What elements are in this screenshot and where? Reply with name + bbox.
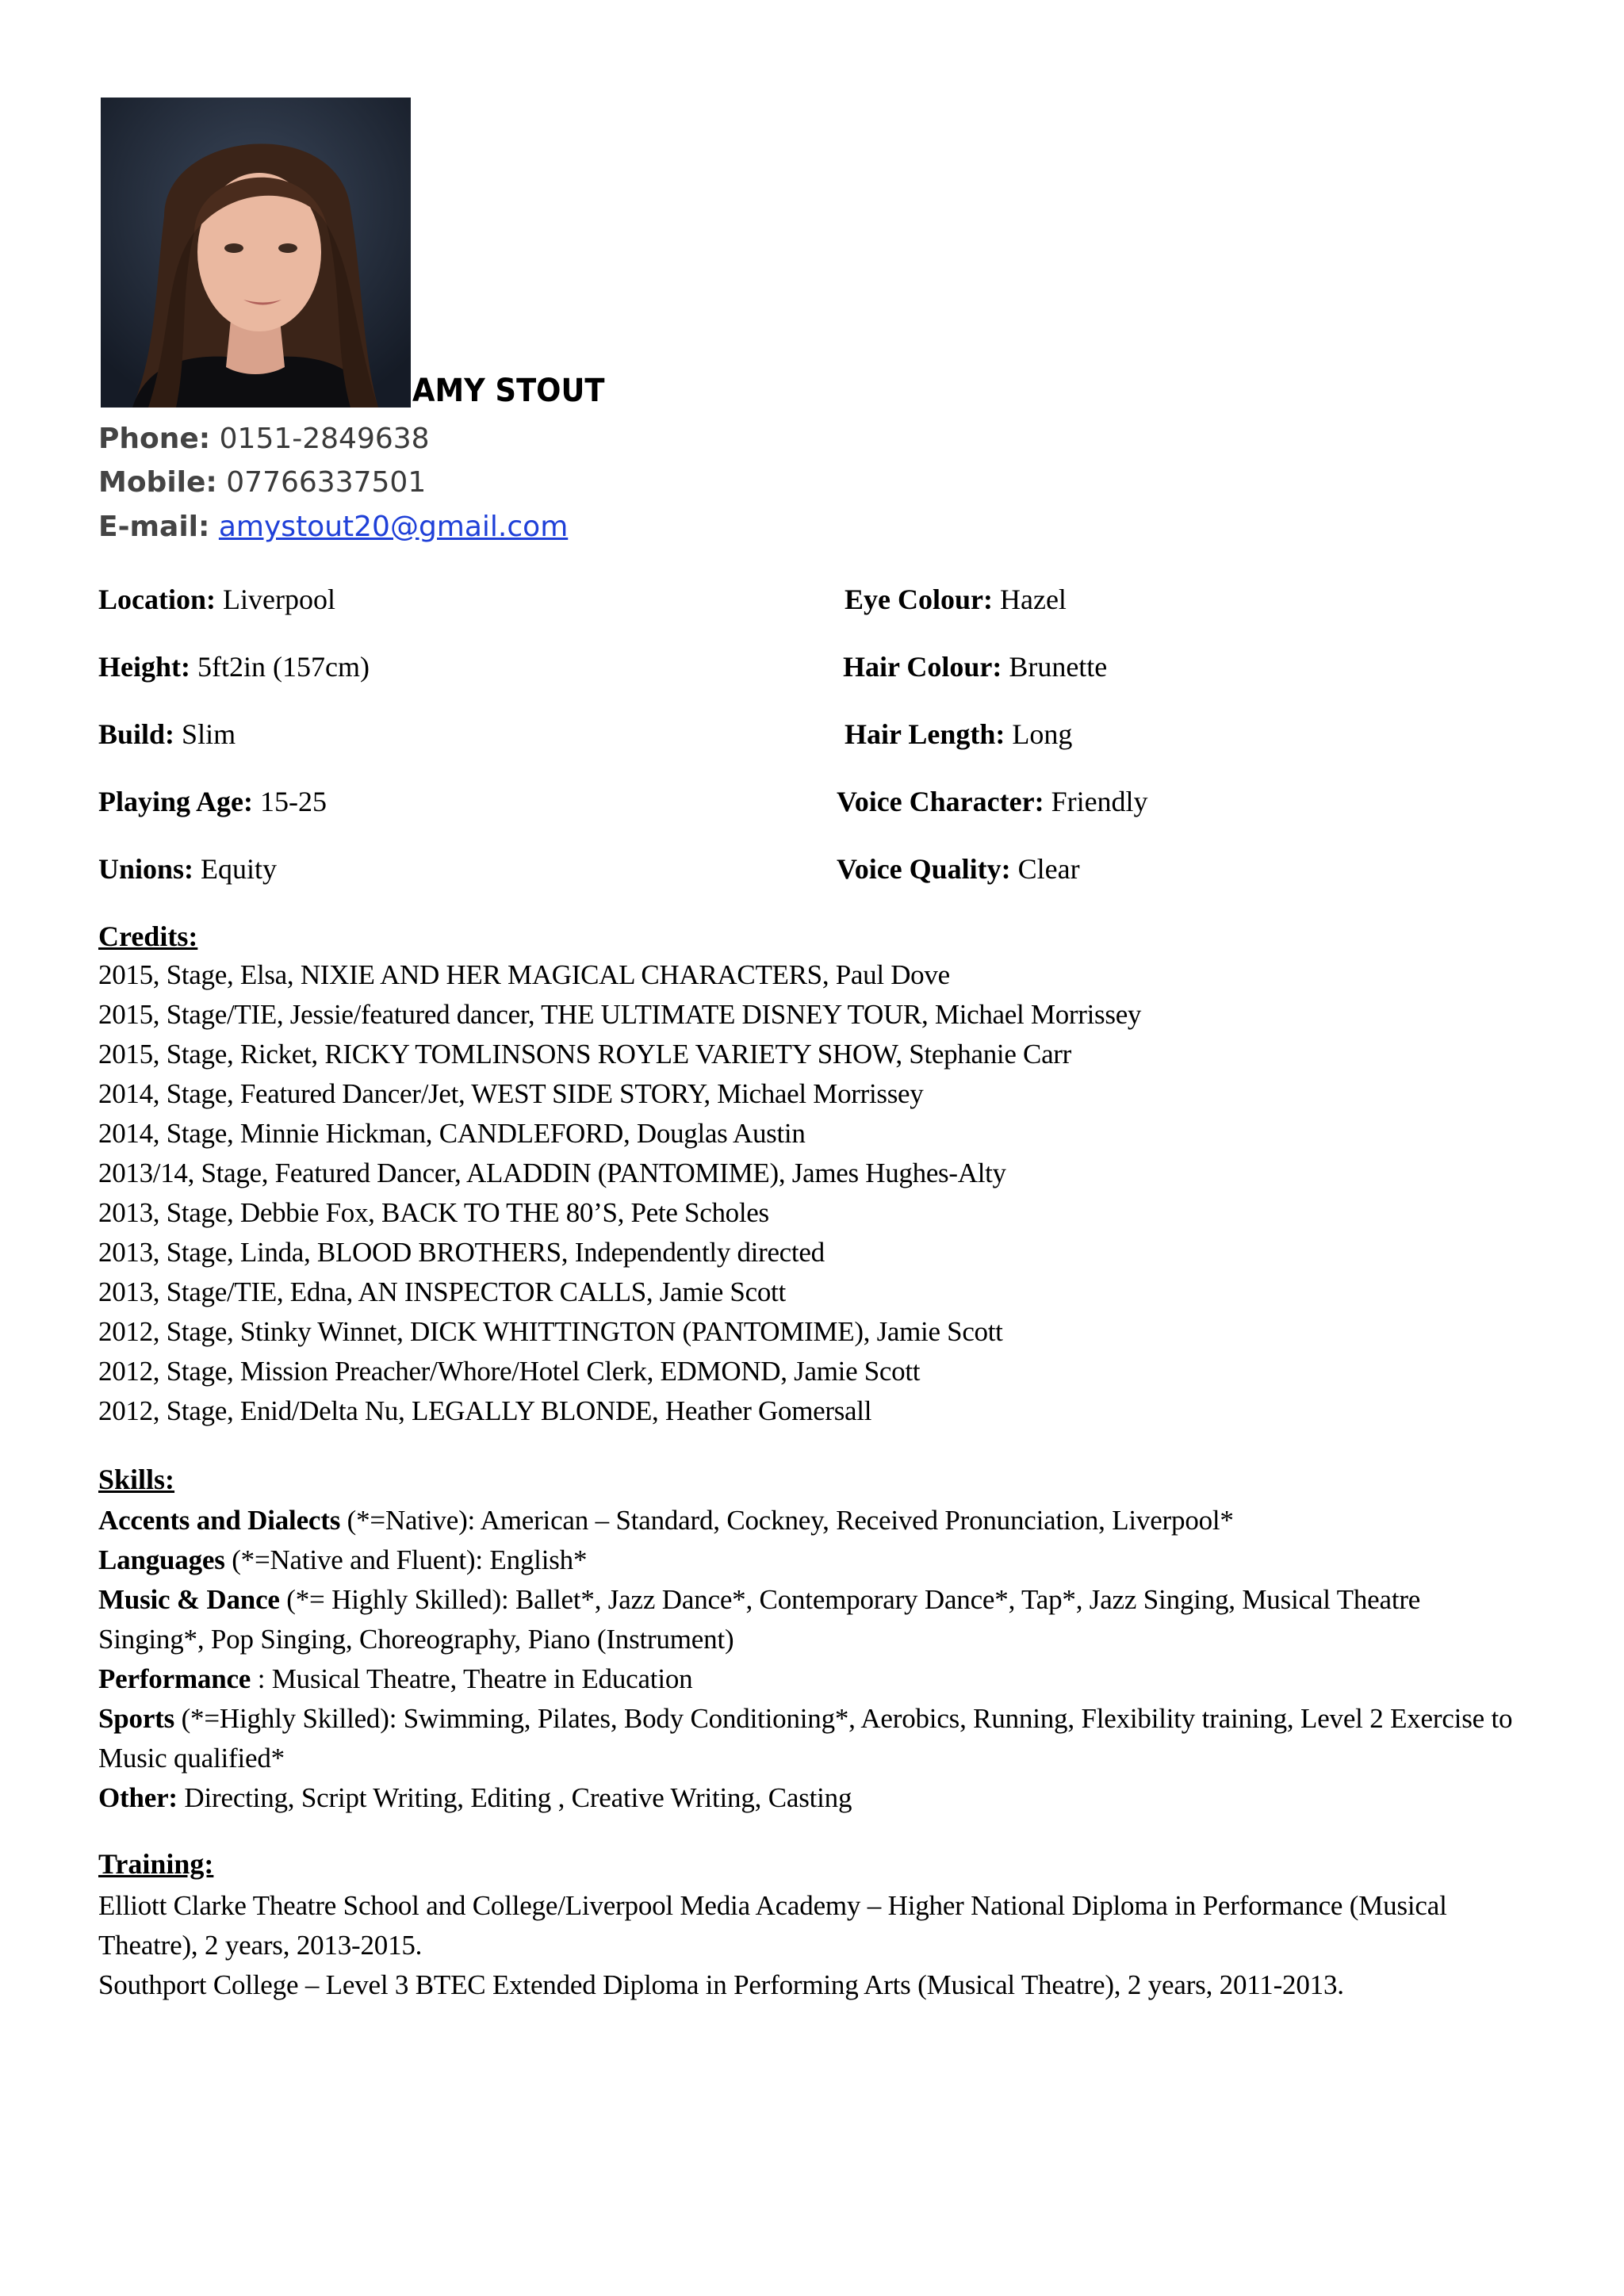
voice-character-label: Voice Character: [837, 786, 1044, 817]
voice-character-attr [837, 785, 1148, 818]
training-block [98, 1886, 1526, 2005]
location-label: Location: [98, 584, 216, 615]
music-dance-value: (*= Highly Skilled): Ballet*, Jazz Dance*, Contemporary Dance*, Tap*, Jazz Singing, Musical Theatre Singing*, Pop Singing, Choreography, Piano (Instrument) [98, 1584, 1421, 1655]
build-label: Build: [98, 718, 175, 750]
performance-label: Performance [98, 1663, 251, 1694]
credit-line: 2012, Stage, Enid/Delta Nu, LEGALLY BLONDE, Heather Gomersall [98, 1395, 872, 1426]
training-entry: Elliott Clarke Theatre School and College/Liverpool Media Academy – Higher National Diploma in Performance (Musical Theatre), 2 years, 2013-2015. [98, 1890, 1447, 1961]
phone-value: 0151-2849638 [219, 423, 430, 455]
mobile-line [98, 466, 426, 499]
mobile-label: Mobile: [98, 466, 217, 499]
email-label: E-mail: [98, 511, 210, 543]
sports-label: Sports [98, 1703, 175, 1734]
music-dance-skill [98, 1580, 1526, 1659]
music-dance-label: Music & Dance [98, 1584, 280, 1615]
unions-value: Equity [201, 853, 278, 885]
accents-value: (*=Native): American – Standard, Cockney, Received Pronunciation, Liverpool* [340, 1505, 1234, 1536]
build-value: Slim [182, 718, 236, 750]
credits-heading: Credits: [98, 920, 198, 952]
unions-label: Unions: [98, 853, 194, 885]
credit-line: 2013, Stage, Linda, BLOOD BROTHERS, Independently directed [98, 1237, 825, 1268]
eye-colour-value: Hazel [999, 584, 1067, 615]
portrait-image [101, 98, 411, 408]
phone-label: Phone: [98, 423, 211, 455]
playing-age-label: Playing Age: [98, 786, 253, 817]
email-line [98, 511, 568, 543]
languages-value: (*=Native and Fluent): English* [224, 1544, 588, 1575]
unions-attr [98, 852, 277, 886]
hair-length-label: Hair Length: [845, 718, 1005, 750]
skills-block [98, 1501, 1526, 1818]
performance-value: : Musical Theatre, Theatre in Education [251, 1663, 693, 1694]
performance-skill [98, 1659, 1526, 1699]
credit-line: 2015, Stage, Elsa, NIXIE AND HER MAGICAL CHARACTERS, Paul Dove [98, 959, 950, 990]
voice-quality-value: Clear [1017, 853, 1080, 885]
credit-line: 2014, Stage, Featured Dancer/Jet, WEST SIDE STORY, Michael Morrissey [98, 1078, 924, 1109]
build-attr [98, 718, 236, 751]
other-value: Directing, Script Writing, Editing , Creative Writing, Casting [177, 1782, 852, 1813]
sports-skill [98, 1699, 1526, 1778]
credit-line: 2012, Stage, Mission Preacher/Whore/Hotel Clerk, EDMOND, Jamie Scott [98, 1356, 921, 1387]
actor-name: AMY STOUT [412, 373, 605, 409]
languages-skill [98, 1540, 1526, 1580]
credit-line: 2015, Stage, Ricket, RICKY TOMLINSONS ROYLE VARIETY SHOW, Stephanie Carr [98, 1039, 1072, 1070]
playing-age-attr [98, 785, 327, 818]
credit-line: 2013, Stage, Debbie Fox, BACK TO THE 80’S, Pete Scholes [98, 1197, 769, 1228]
other-label: Other: [98, 1782, 178, 1813]
hair-length-value: Long [1012, 718, 1073, 750]
voice-character-value: Friendly [1051, 786, 1148, 817]
credit-line: 2014, Stage, Minnie Hickman, CANDLEFORD, Douglas Austin [98, 1118, 806, 1149]
other-skill [98, 1778, 1526, 1818]
credit-line: 2013, Stage/TIE, Edna, AN INSPECTOR CALLS, Jamie Scott [98, 1276, 786, 1307]
training-heading: Training: [98, 1848, 214, 1880]
credit-line: 2013/14, Stage, Featured Dancer, ALADDIN (PANTOMIME), James Hughes-Alty [98, 1158, 1006, 1188]
hair-length-attr [845, 718, 1072, 751]
eye-colour-label: Eye Colour: [845, 584, 993, 615]
languages-label: Languages [98, 1544, 225, 1575]
hair-colour-value: Brunette [1009, 651, 1108, 683]
height-attr [98, 650, 370, 683]
accents-label: Accents and Dialects [98, 1505, 341, 1536]
playing-age-value: 15-25 [260, 786, 327, 817]
voice-quality-attr [837, 852, 1080, 886]
hair-colour-label: Hair Colour: [843, 651, 1002, 683]
skills-heading: Skills: [98, 1464, 175, 1495]
height-value: 5ft2in (157cm) [197, 651, 370, 683]
email-link[interactable]: amystout20@gmail.com [218, 511, 569, 543]
phone-line [98, 423, 430, 455]
eye-colour-attr [845, 583, 1067, 616]
sports-value: (*=Highly Skilled): Swimming, Pilates, Body Conditioning*, Aerobics, Running, Flexibility training, Level 2 Exercise to Music qualified* [98, 1703, 1513, 1774]
credit-line: 2015, Stage/TIE, Jessie/featured dancer, THE ULTIMATE DISNEY TOUR, Michael Morrissey [98, 999, 1142, 1030]
hair-colour-attr [843, 650, 1107, 683]
mobile-value: 07766337501 [226, 466, 427, 499]
training-entry: Southport College – Level 3 BTEC Extended Diploma in Performing Arts (Musical Theatre), 2 years, 2011-2013. [98, 1969, 1344, 2000]
voice-quality-label: Voice Quality: [837, 853, 1011, 885]
location-value: Liverpool [223, 584, 335, 615]
accents-skill [98, 1501, 1526, 1540]
credit-line: 2012, Stage, Stinky Winnet, DICK WHITTINGTON (PANTOMIME), Jamie Scott [98, 1316, 1003, 1347]
location-attr [98, 583, 335, 616]
profile-photo [101, 98, 411, 408]
height-label: Height: [98, 651, 190, 683]
